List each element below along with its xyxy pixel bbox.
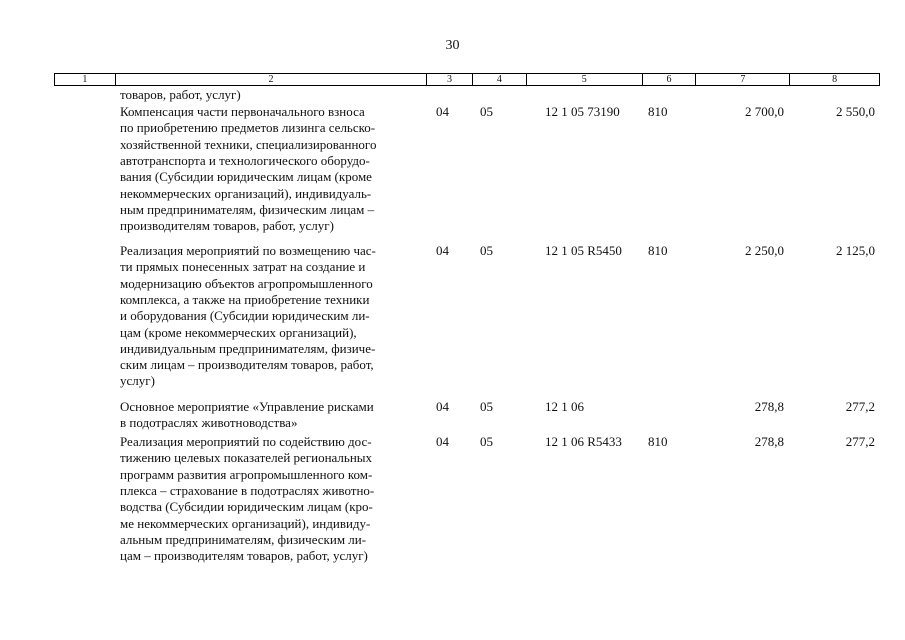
row-amount-1: 2 700,0 [745, 104, 784, 119]
row-amount-1: 278,8 [754, 434, 784, 449]
header-col-2: 2 [116, 74, 427, 85]
row-description-line: Реализация мероприятий по возмещению час- [120, 243, 376, 258]
row-description-line: тижению целевых показателей региональных [120, 450, 373, 466]
row-description-line: плекса – страхование в подотраслях животно- [120, 482, 375, 498]
row-section-code: 04 [436, 434, 449, 449]
row-description-line: Компенсация части первоначального взноса [120, 104, 365, 119]
row-description-line: альным предпринимателям, физическим ли- [120, 531, 367, 547]
row-section-code: 04 [436, 243, 449, 258]
row-description-line: индивидуальным предпринимателям, физиче- [120, 340, 376, 356]
row-subsection-code: 05 [480, 399, 493, 414]
row-description-line: автотранспорта и технологического оборудо- [120, 152, 370, 168]
row-target-code: 12 1 05 73190 [545, 104, 620, 119]
row-description-line: модернизацию объектов агропромышленного [120, 275, 373, 291]
row-description-line: вания (Субсидии юридическим лицам (кроме [120, 169, 372, 185]
row-description-line: производителям товаров, работ, услуг) [120, 218, 334, 234]
row-target-code: 12 1 05 R5450 [545, 243, 622, 258]
header-col-5: 5 [527, 74, 643, 85]
row-expense-type: 810 [648, 434, 668, 449]
row-description-line: Реализация мероприятий по содействию дос- [120, 434, 372, 449]
table-header [54, 73, 880, 86]
page-number: 30 [445, 38, 460, 53]
continuation-text: товаров, работ, услуг) [120, 87, 241, 102]
header-col-6: 6 [643, 74, 697, 85]
row-description-line: ским лицам – производителям товаров, работ, [120, 357, 374, 373]
row-subsection-code: 05 [480, 243, 493, 258]
row-amount-2: 2 550,0 [836, 104, 875, 119]
row-description-line: Основное мероприятие «Управление рисками [120, 399, 374, 414]
header-col-3: 3 [427, 74, 473, 85]
row-description-line: некоммерческих организаций), индивидуаль- [120, 185, 372, 201]
row-description-line: и оборудования (Субсидии юридическим ли- [120, 308, 370, 324]
row-amount-2: 277,2 [845, 399, 875, 414]
row-description-line: по приобретению предметов лизинга сельско- [120, 120, 376, 136]
row-description-line: ме некоммерческих организаций), индивиду- [120, 515, 371, 531]
header-col-8: 8 [832, 74, 838, 85]
row-description-line: комплекса, а также на приобретение техники [120, 291, 370, 307]
row-description-line: цам – производителям товаров, работ, услуг) [120, 548, 368, 564]
row-description-line: цам (кроме некоммерческих организаций), [120, 324, 357, 340]
row-section-code: 04 [436, 399, 449, 414]
row-amount-2: 2 125,0 [836, 243, 875, 258]
row-description-line: услуг) [120, 373, 155, 389]
row-target-code: 12 1 06 R5433 [545, 434, 622, 449]
row-section-code: 04 [436, 104, 449, 119]
header-col-4: 4 [473, 74, 527, 85]
row-subsection-code: 05 [480, 434, 493, 449]
row-description-line: хозяйственной техники, специализированного [120, 136, 377, 152]
row-target-code: 12 1 06 [545, 399, 584, 414]
header-col-1: 1 [55, 74, 116, 85]
row-description-line: ным предпринимателям, физическим лицам – [120, 201, 375, 217]
row-description-line: ти прямых понесенных затрат на создание и [120, 259, 366, 275]
row-description-line: водства (Субсидии юридическим лицам (кро- [120, 499, 373, 515]
row-description-line: программ развития агропромышленного ком- [120, 466, 373, 482]
row-description-line: в подотраслях животноводства» [120, 415, 298, 431]
row-subsection-code: 05 [480, 104, 493, 119]
row-amount-1: 278,8 [754, 399, 784, 414]
row-expense-type: 810 [648, 104, 668, 119]
row-amount-2: 277,2 [845, 434, 875, 449]
header-col-7: 7 [696, 74, 790, 85]
row-expense-type: 810 [648, 243, 668, 258]
row-amount-1: 2 250,0 [745, 243, 784, 258]
